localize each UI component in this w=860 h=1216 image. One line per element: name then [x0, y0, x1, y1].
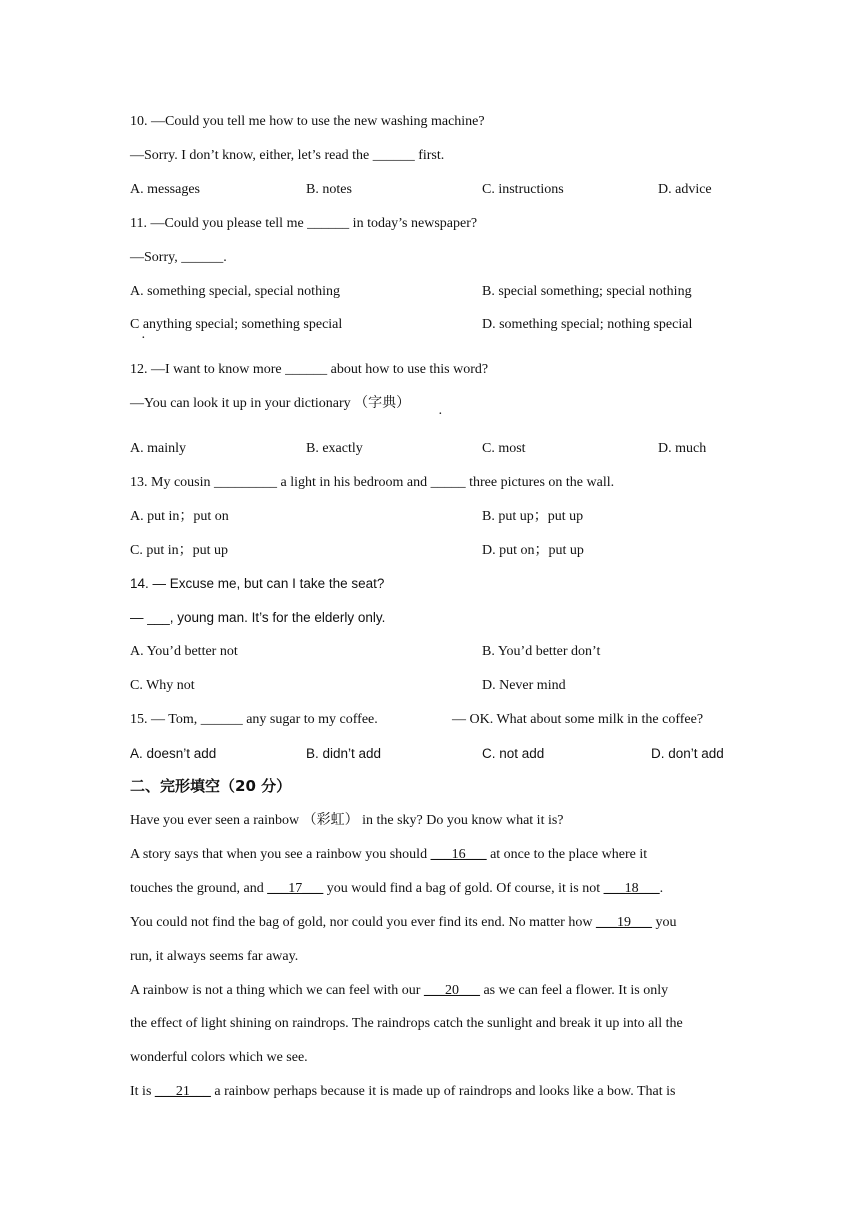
q10-option-c: C. instructions [482, 182, 564, 197]
q10-option-b: B. notes [306, 182, 352, 197]
passage-text: It is [130, 1084, 155, 1099]
passage-text: you [651, 915, 677, 930]
blank-21: ___21___ [154, 1084, 211, 1099]
passage-text: . [659, 881, 664, 896]
passage-line-9 [130, 1083, 676, 1101]
q14-option-c: C. Why not [130, 678, 195, 693]
passage-line-7: the effect of light shining on raindrops. The raindrops catch the sunlight and break it up into all the [130, 1016, 683, 1031]
passage-text: A story says that when you see a rainbow you should [130, 847, 431, 862]
q15-option-c: C. not add [482, 746, 545, 761]
section-heading: 二、完形填空（20 分） [130, 777, 292, 795]
q14-option-b: B. You’d better don’t [482, 644, 601, 659]
q13-stem: 13. My cousin _________ a light in his bedroom and _____ three pictures on the wall. [130, 475, 615, 490]
passage-line-4 [130, 914, 676, 932]
blank-16: ___16___ [430, 847, 487, 862]
q10-reply: —Sorry. I don’t know, either, let’s read the ______ first. [130, 148, 445, 163]
passage-line-1: Have you ever seen a rainbow （彩虹） in the sky? Do you know what it is? [130, 813, 564, 828]
passage-text: you would find a bag of gold. Of course, it is not [323, 881, 604, 896]
passage-text: a rainbow perhaps because it is made up of raindrops and looks like a bow. That is [210, 1084, 676, 1099]
q13-option-a: A. put in；put on [130, 509, 229, 524]
q14-stem: 14. — Excuse me, but can I take the seat? [130, 576, 385, 591]
stray-dot-mark: · [438, 407, 443, 422]
q11-option-a: A. something special, special nothing [130, 284, 340, 299]
q10-option-d: D. advice [658, 182, 712, 197]
blank-18: ___18___ [603, 881, 660, 896]
q13-option-c: C. put in；put up [130, 543, 229, 558]
q14-reply: — ___, young man. It’s for the elderly only. [130, 610, 386, 625]
q11-reply: —Sorry, ______. [130, 250, 227, 265]
q15-option-a: A. doesn’t add [130, 746, 217, 761]
passage-line-5: run, it always seems far away. [130, 949, 299, 964]
q12-option-b: B. exactly [306, 441, 363, 456]
q11-option-c: C anything special; something special [130, 317, 343, 332]
q12-reply: —You can look it up in your dictionary （字典） [130, 396, 411, 411]
q14-option-d: D. Never mind [482, 678, 566, 693]
blank-20: ___20___ [423, 983, 480, 998]
q15-option-b: B. didn’t add [306, 746, 382, 761]
passage-line-3 [130, 880, 663, 898]
passage-text: You could not find the bag of gold, nor could you ever find its end. No matter how [130, 915, 596, 930]
blank-19: ___19___ [595, 915, 652, 930]
q12-stem: 12. —I want to know more ______ about how to use this word? [130, 362, 489, 377]
passage-line-2 [130, 846, 647, 864]
q14-option-a: A. You’d better not [130, 644, 238, 659]
q13-option-b: B. put up；put up [482, 509, 584, 524]
q12-option-c: C. most [482, 441, 526, 456]
passage-text: touches the ground, and [130, 881, 268, 896]
q15-reply: — OK. What about some milk in the coffee? [452, 712, 704, 727]
passage-text: as we can feel a flower. It is only [479, 983, 669, 998]
passage-line-8: wonderful colors which we see. [130, 1050, 308, 1065]
q10-option-a: A. messages [130, 182, 200, 197]
q11-option-d: D. something special; nothing special [482, 317, 693, 332]
q13-option-d: D. put on；put up [482, 543, 584, 558]
stray-dot-mark: · [141, 331, 146, 346]
q15-option-d: D. don’t add [651, 746, 724, 761]
q10-stem: 10. —Could you tell me how to use the new washing machine? [130, 114, 485, 129]
q12-option-d: D. much [658, 441, 707, 456]
passage-line-6 [130, 982, 668, 1000]
q15-stem: 15. — Tom, ______ any sugar to my coffee. [130, 712, 378, 727]
passage-text: at once to the place where it [486, 847, 648, 862]
q11-stem: 11. —Could you please tell me ______ in today’s newspaper? [130, 216, 478, 231]
q12-option-a: A. mainly [130, 441, 186, 456]
passage-text: A rainbow is not a thing which we can feel with our [130, 983, 424, 998]
blank-17: ___17___ [267, 881, 324, 896]
q11-option-b: B. special something; special nothing [482, 284, 692, 299]
